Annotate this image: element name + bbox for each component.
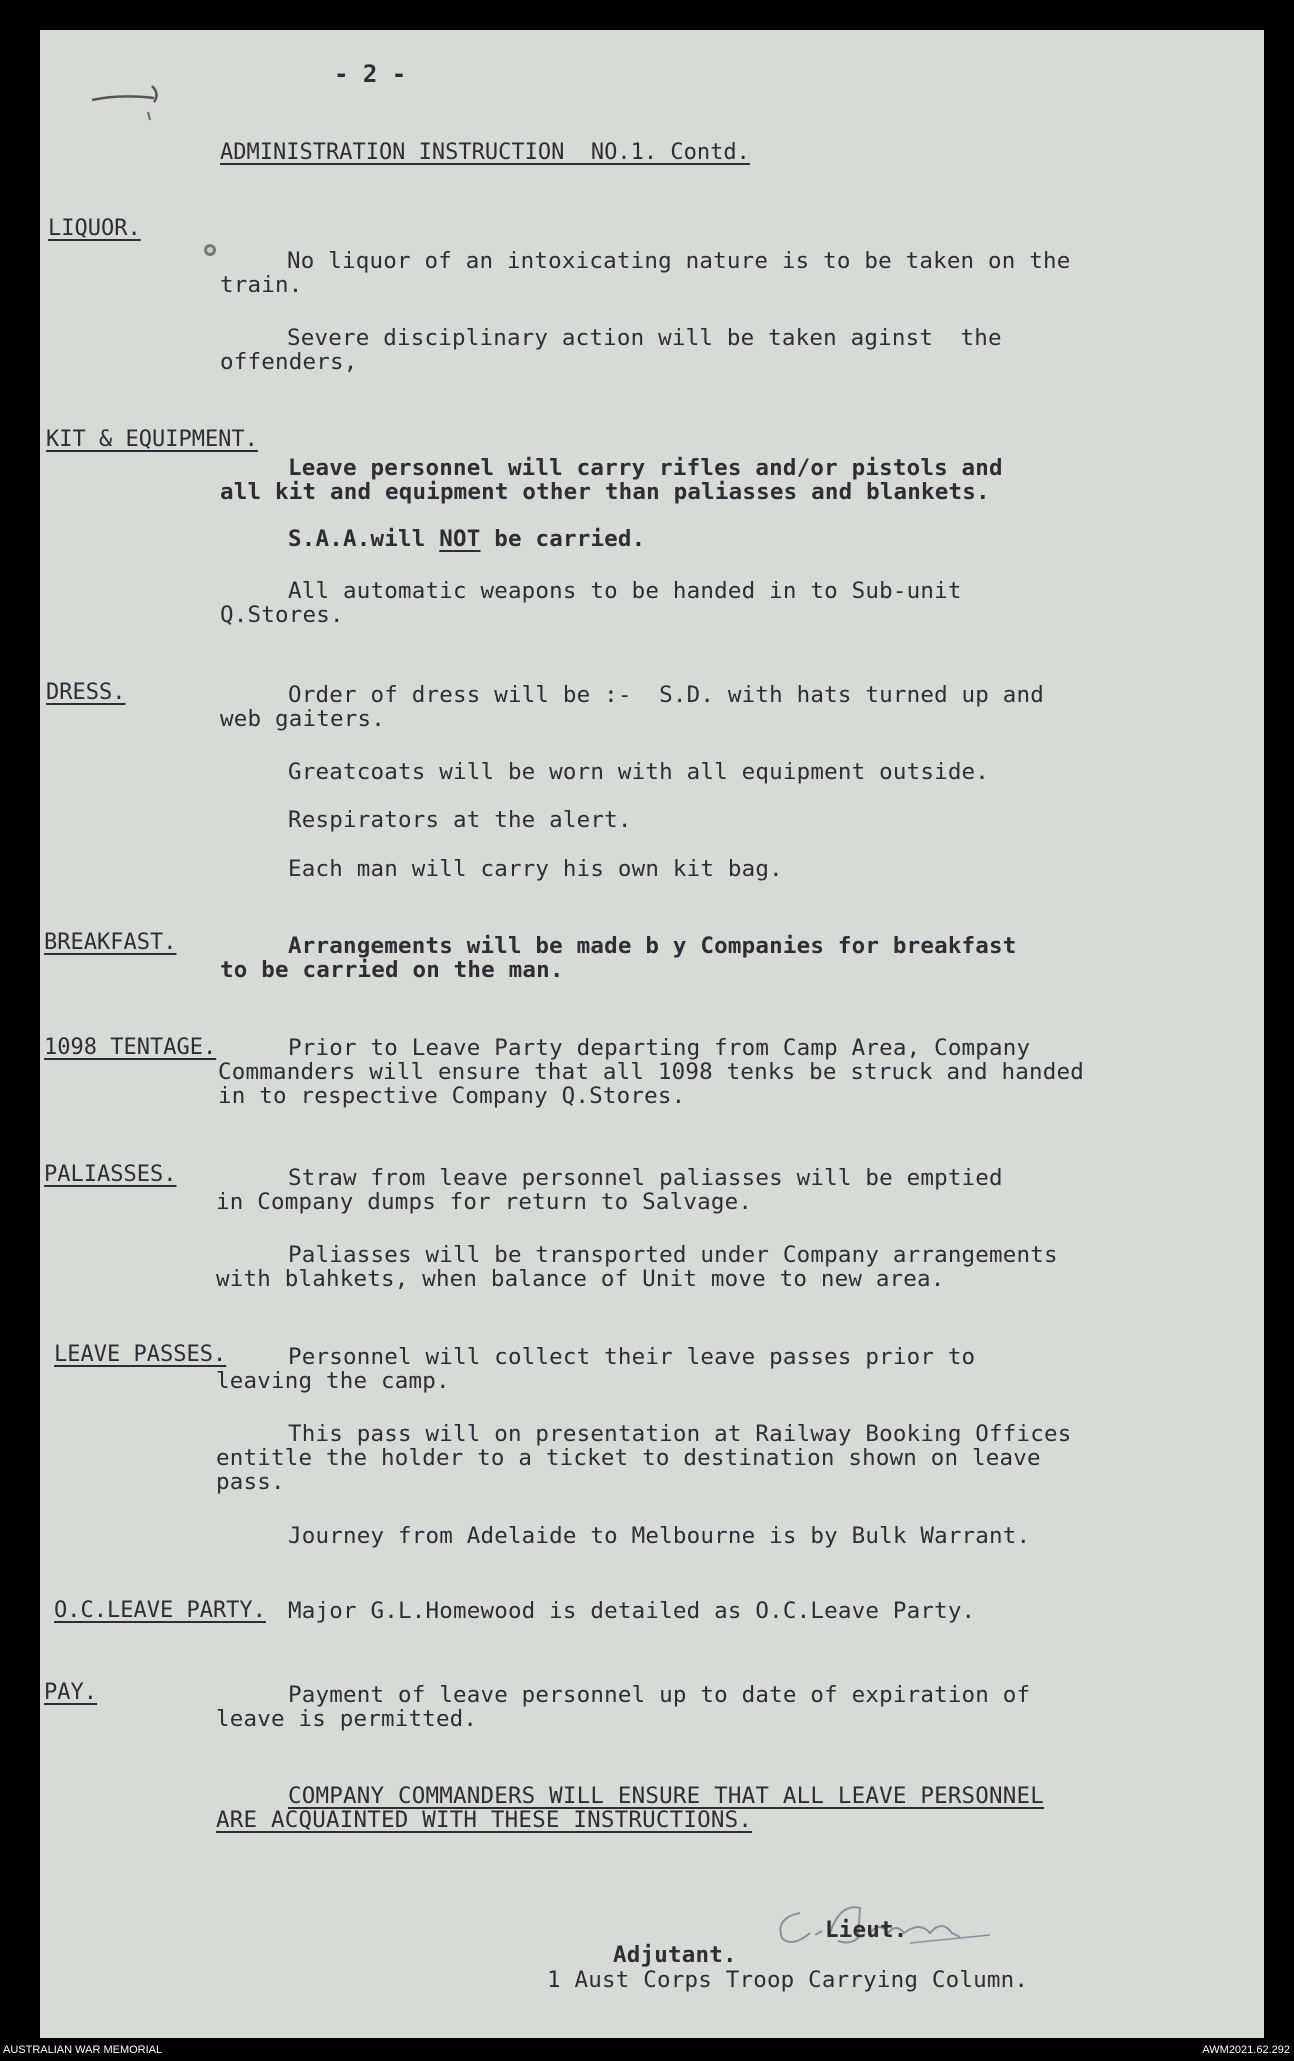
passes-p2-line2: entitle the holder to a ticket to destination shown on leave — [216, 1445, 1041, 1471]
kit-p2-not: NOT — [439, 526, 481, 552]
passes-p1-line1: Personnel will collect their leave passes prior to — [288, 1344, 976, 1370]
closing-line2: ARE ACQUAINTED WITH THESE INSTRUCTIONS. — [216, 1807, 753, 1833]
heading-tentage: 1098 TENTAGE. — [44, 1035, 217, 1060]
liquor-p2-line2: offenders, — [220, 349, 358, 375]
oc-p1: Major G.L.Homewood is detailed as O.C.Leave Party. — [288, 1598, 976, 1624]
kit-p3-line1: All automatic weapons to be handed in to Sub-unit — [288, 578, 962, 604]
heading-leave-passes: LEAVE PASSES. — [54, 1342, 227, 1367]
heading-pay: PAY. — [44, 1680, 97, 1705]
passes-p2-line1: This pass will on presentation at Railway Booking Offices — [288, 1421, 1072, 1447]
kit-p2-post: be carried. — [480, 526, 646, 552]
pay-p1-line2: leave is permitted. — [216, 1706, 478, 1732]
closing-line1: COMPANY COMMANDERS WILL ENSURE THAT ALL LEAVE PERSONNEL — [288, 1783, 1045, 1809]
kit-p1-line2: all kit and equipment other than paliasses and blankets. — [220, 479, 990, 505]
kit-p1-line1: Leave personnel will carry rifles and/or pistols and — [288, 455, 1003, 481]
heading-paliasses: PALIASSES. — [44, 1162, 177, 1187]
signature-unit: 1 Aust Corps Troop Carrying Column. — [547, 1967, 1029, 1993]
page-number: - 2 - — [334, 60, 407, 88]
dress-p4: Each man will carry his own kit bag. — [288, 856, 783, 882]
footer-left: AUSTRALIAN WAR MEMORIAL — [3, 2044, 163, 2056]
heading-liquor: LIQUOR. — [48, 216, 141, 241]
dress-p3: Respirators at the alert. — [288, 807, 632, 833]
kit-p2 — [288, 526, 645, 552]
passes-p3: Journey from Adelaide to Melbourne is by Bulk Warrant. — [288, 1523, 1031, 1549]
dress-p1-line1: Order of dress will be :- S.D. with hats turned up and — [288, 682, 1045, 708]
passes-p1-line2: leaving the camp. — [216, 1368, 450, 1394]
heading-dress: DRESS. — [46, 680, 126, 705]
breakfast-p1-line2: to be carried on the man. — [220, 957, 564, 983]
footer-right: AWM2021.62.292 — [1202, 2044, 1290, 2056]
dress-p2: Greatcoats will be worn with all equipment outside. — [288, 759, 990, 785]
paliasses-p1-line1: Straw from leave personnel paliasses will be emptied — [288, 1165, 1003, 1191]
liquor-p1-line1: No liquor of an intoxicating nature is to be taken on the — [287, 248, 1071, 274]
signature-rank: Lieut. — [825, 1917, 908, 1943]
pay-p1-line1: Payment of leave personnel up to date of expiration of — [288, 1682, 1031, 1708]
tentage-p1-line2: Commanders will ensure that all 1098 tenks be struck and handed — [218, 1059, 1085, 1085]
kit-p2-pre: S.A.A.will — [288, 526, 440, 552]
dress-p1-line2: web gaiters. — [220, 706, 385, 732]
heading-oc-leave-party: O.C.LEAVE PARTY. — [54, 1598, 266, 1623]
breakfast-p1-line1: Arrangements will be made b y Companies for breakfast — [288, 933, 1017, 959]
paliasses-p1-line2: in Company dumps for return to Salvage. — [216, 1189, 753, 1215]
document-title: ADMINISTRATION INSTRUCTION NO.1. Contd. — [220, 140, 750, 165]
signature-role: Adjutant. — [613, 1942, 737, 1968]
paliasses-p2-line2: with blahkets, when balance of Unit move to new area. — [216, 1266, 945, 1292]
heading-breakfast: BREAKFAST. — [44, 930, 177, 955]
staple-mark — [90, 72, 170, 122]
kit-p3-line2: Q.Stores. — [220, 602, 344, 628]
passes-p2-line3: pass. — [216, 1469, 285, 1495]
tentage-p1-line1: Prior to Leave Party departing from Camp Area, Company — [288, 1035, 1031, 1061]
paliasses-p2-line1: Paliasses will be transported under Company arrangements — [288, 1242, 1058, 1268]
tentage-p1-line3: in to respective Company Q.Stores. — [218, 1083, 686, 1109]
liquor-p1-line2: train. — [220, 272, 303, 298]
liquor-p2-line1: Severe disciplinary action will be taken aginst the — [287, 325, 1002, 351]
heading-kit-equipment: KIT & EQUIPMENT. — [46, 427, 258, 452]
document-page — [40, 30, 1264, 2038]
punch-hole-mark — [195, 235, 225, 265]
